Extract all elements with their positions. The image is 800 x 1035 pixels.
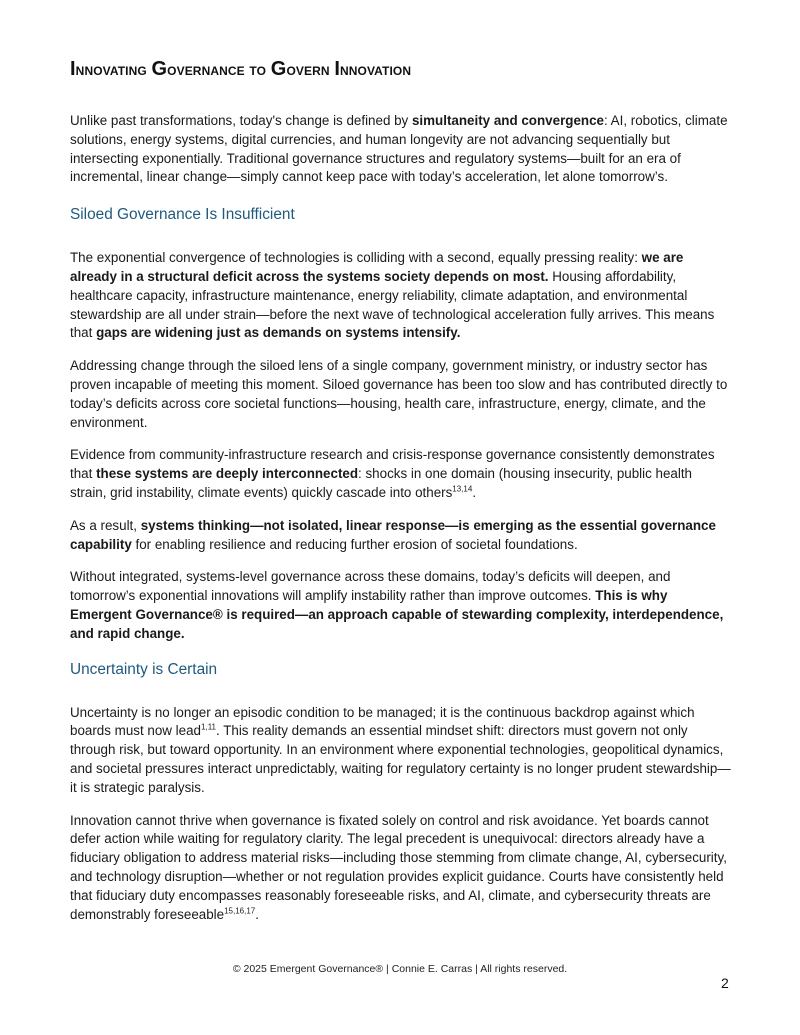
text-run: Evidence from community-infrastructure research and crisis-response governance consistently demonstrates that bbox=[70, 447, 715, 482]
text-run: : AI, robotics, climate solutions, energy systems, digital currencies, and human longevity are not advancing sequentially but intersecting exponentially. Traditional governance structures and regulatory systems—built for an era of incremental, linear change—simply cannot keep pace with today’s acceleration, let alone tomorrow’s. bbox=[70, 113, 728, 185]
citation-superscript: 13,14 bbox=[452, 484, 473, 494]
paragraph-siloed-lens: Addressing change through the siloed lens of a single company, government ministry, or industry sector has proven incapable of meeting this moment. Siloed governance has been too slow and has contributed directly to today’s deficits across core societal functions—housing, health care, infrastructure, energy, climate, and the environment. bbox=[70, 358, 728, 430]
bold-text-run: gaps are widening just as demands on systems intensify. bbox=[96, 325, 461, 341]
text-run: Innovation cannot thrive when governance is fixated solely on control and risk avoidance. Yet boards cannot defer action while waiting for regulatory clarity. The legal precedent is unequivocal: directors already have a fiduciary obligation to address material risks—including those stemming from climate change, AI, cybersecurity, and technology disruption—whether or not regulation provides explicit guidance. Courts have consistently held that fiduciary duty encompasses reasonably foreseeable risks, and AI, climate, and cybersecurity threats are demonstrably foreseeable bbox=[70, 812, 727, 922]
title-word-3: to bbox=[249, 61, 267, 79]
text-run: Without integrated, systems-level governance across these domains, today’s deficits will deepen, and tomorrow’s exponential innovations will amplify instability rather than improve outcomes. bbox=[70, 569, 671, 604]
bold-text-run: these systems are deeply interconnected bbox=[96, 466, 359, 482]
title-word-4-initial: G bbox=[270, 58, 287, 80]
section-heading-uncertainty: Uncertainty is Certain bbox=[70, 660, 218, 678]
bold-text-run: This is why Emergent Governance® is required—an approach capable of stewarding complexity, interdependence, and rapid change. bbox=[70, 588, 724, 641]
text-run: Housing affordability, healthcare capacity, infrastructure maintenance, energy reliability, climate adaptation, and environmental stewardship are all under strain—before the next wave of technological acceleration fully arrives. This means that bbox=[70, 268, 715, 341]
text-run: . This reality demands an essential mindset shift: directors must govern not only through risk, but toward opportunity. In an environment where exponential technologies, geopolitical dynamics, and societal pressures interact unpredictably, waiting for regulatory certainty is no longer prudent stewardship—it is strategic paralysis. bbox=[70, 723, 731, 795]
bold-text-run: we are already in a structural deficit across the systems society depends on most. bbox=[70, 250, 684, 284]
text-run: : shocks in one domain (housing insecurity, public health strain, grid instability, climate events) quickly cascade into others bbox=[70, 466, 693, 500]
bold-text-run: systems thinking—not isolated, linear response—is emerging as the essential governance capability bbox=[70, 517, 716, 552]
title-word-4-rest: overn bbox=[286, 61, 330, 79]
paragraph-interconnected bbox=[70, 446, 732, 502]
title-word-5-rest: nnovation bbox=[339, 61, 412, 79]
paragraph-intro bbox=[70, 112, 732, 187]
paragraph-systems-thinking bbox=[70, 517, 732, 555]
text-run: The exponential convergence of technologies is colliding with a second, equally pressing reality: bbox=[70, 250, 642, 266]
title-word-2-rest: overnance bbox=[167, 61, 245, 79]
title-word-1-initial: I bbox=[70, 58, 76, 80]
text-run: . bbox=[472, 484, 477, 500]
paragraph-fiduciary bbox=[70, 812, 732, 925]
title-word-1-rest: nnovating bbox=[75, 61, 147, 79]
text-run: . bbox=[255, 906, 259, 922]
page-number: 2 bbox=[721, 975, 729, 991]
section-heading-siloed-governance: Siloed Governance Is Insufficient bbox=[70, 206, 295, 224]
title-word-2-initial: G bbox=[151, 58, 168, 80]
citation-superscript: 15,16,17 bbox=[224, 906, 256, 916]
paragraph-uncertainty bbox=[70, 704, 732, 798]
paragraph-structural-deficit bbox=[70, 249, 732, 343]
text-run: for enabling resilience and reducing further erosion of societal foundations. bbox=[131, 536, 578, 552]
bold-text-run: simultaneity and convergence bbox=[411, 113, 604, 128]
page-title bbox=[70, 57, 732, 82]
paragraph-emergent-governance bbox=[70, 568, 732, 643]
page-content bbox=[70, 57, 732, 924]
page-footer: © 2025 Emergent Governance® | Connie E. Carras | All rights reserved. bbox=[232, 963, 568, 975]
text-run: Uncertainty is no longer an episodic condition to be managed; it is the continuous backdrop against which boards must now lead bbox=[70, 704, 695, 739]
title-word-5-initial: I bbox=[334, 58, 340, 80]
citation-superscript: 1,11 bbox=[201, 722, 216, 732]
text-run: Unlike past transformations, today's change is defined by bbox=[70, 113, 412, 128]
text-run: As a result, bbox=[70, 517, 141, 533]
